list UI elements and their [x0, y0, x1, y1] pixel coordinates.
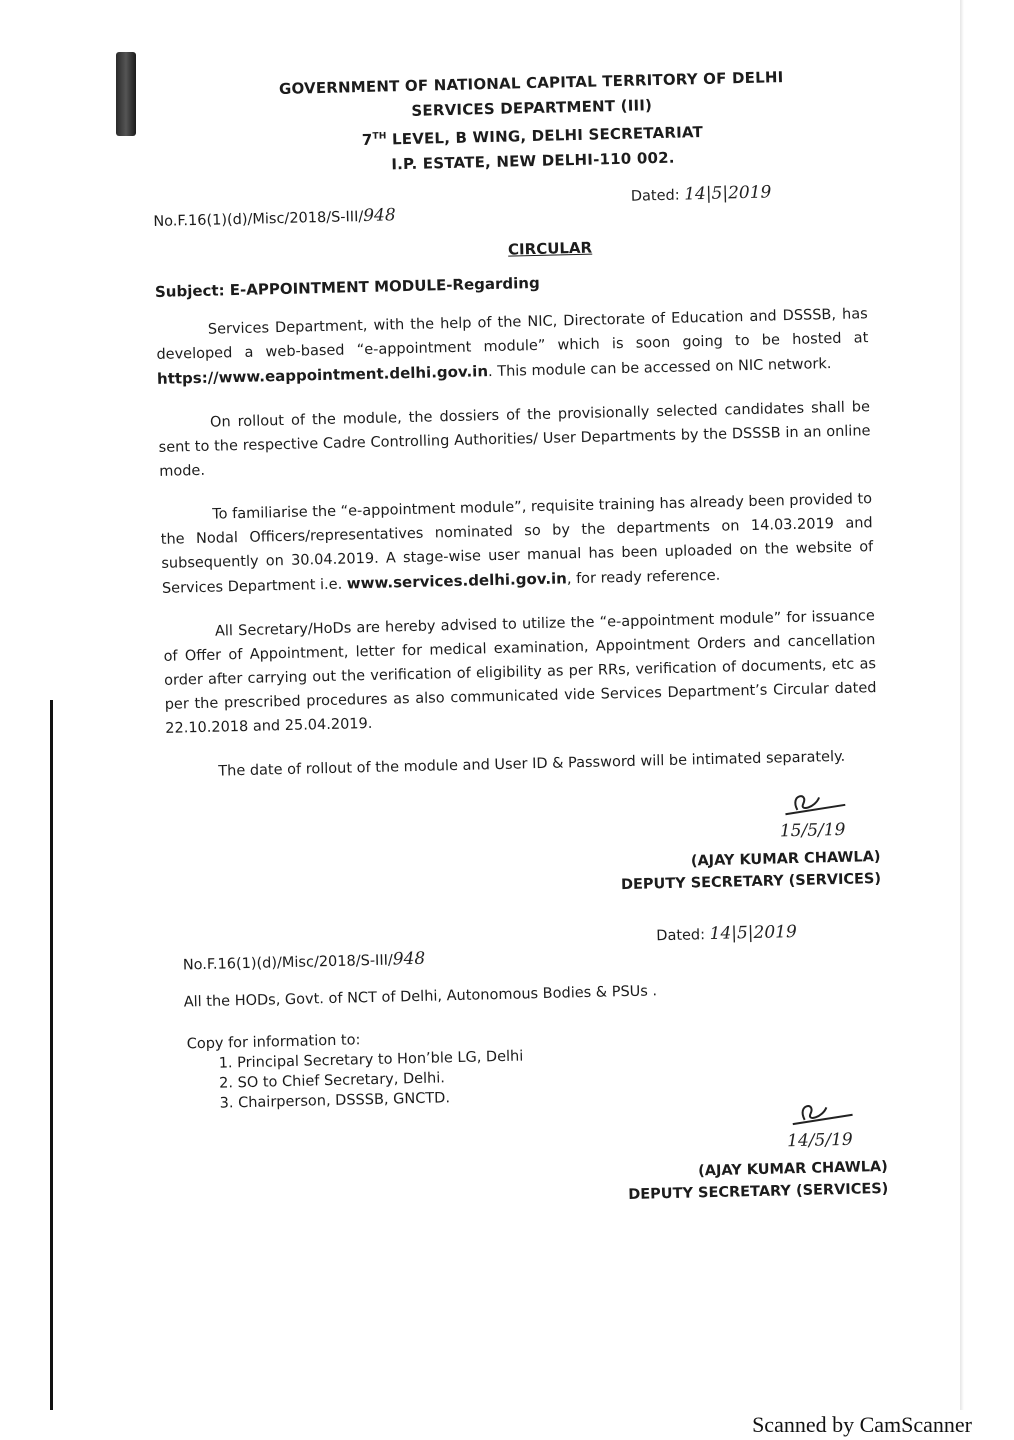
signature-date: 15/5/19 — [779, 819, 846, 842]
addressee-line: All the HODs, Govt. of NCT of Delhi, Autonomous Bodies & PSUs . — [183, 983, 658, 1011]
list-item: 3. Chairperson, DSSSB, GNCTD. — [238, 1078, 886, 1113]
letterhead-line-1: GOVERNMENT OF NATIONAL CAPITAL TERRITORY OF DELHI — [278, 68, 784, 98]
signature-block-2 — [174, 1098, 888, 1225]
signature-glyph — [779, 789, 850, 817]
level-text: LEVEL, B WING, DELHI SECRETARIAT — [386, 122, 704, 149]
signature-glyph — [786, 1099, 857, 1127]
reference-row — [153, 180, 866, 237]
handwritten-number: 948 — [363, 205, 396, 227]
signatory — [620, 846, 881, 896]
letterhead — [200, 63, 864, 182]
circular-document — [150, 63, 889, 1224]
dated-field-2 — [656, 922, 797, 945]
paragraph-4: All Secretary/HoDs are hereby advised to utilize the “e-appointment module” for issuance of Offer of Appointment, letter for medical examination, Appointment Orders and cancellation order after carrying out the verification of eligibility as per RRs, verification of documents, etc as per the prescribed procedures as also communicated vide Services Department’s Circular dated 22.10.2018 and 25.04.2019. — [163, 608, 877, 737]
copy-heading: Copy for information to: — [186, 1032, 361, 1053]
paragraph-3: To familiarise the “e-appointment module”, requisite training has already been provided to the Nodal Officers/representatives nominated so by the departments on 14.03.2019 and subsequently on 30.04.2019. A stage-wise user manual has been uploaded on the website of Services Department i.e. www.services.delhi.gov.in, for ready reference. — [160, 491, 874, 597]
handwritten-date: 14|5|2019 — [709, 922, 798, 945]
letterhead-line-4: I.P. ESTATE, NEW DELHI-110 002. — [391, 148, 675, 174]
paragraph-2: On rollout of the module, the dossiers of the provisionally selected candidates shall be sent to the respective Cadre Controlling Authorities/ User Departments by the DSSSB in an online mode. — [158, 399, 871, 480]
scan-page-edge-right — [960, 0, 964, 1410]
scanner-watermark: Scanned by CamScanner — [752, 1412, 972, 1437]
signature-scrawl — [779, 789, 850, 842]
signature-block-1 — [167, 788, 881, 915]
reference-number-2 — [183, 949, 426, 975]
dated-field — [631, 182, 772, 205]
signatory-designation: DEPUTY SECRETARY (SERVICES) — [628, 1180, 889, 1204]
handwritten-number: 948 — [392, 948, 426, 970]
reference-number — [153, 205, 396, 231]
dated-label: Dated: — [630, 187, 680, 205]
dated-label: Dated: — [656, 927, 706, 945]
list-item: 2. SO to Chief Secretary, Delhi. — [237, 1058, 885, 1093]
reference-row-2 — [170, 920, 883, 981]
paragraph-5: The date of rollout of the module and User ID & Password will be intimated separately. — [218, 748, 846, 780]
subject-line: Subject: E-APPOINTMENT MODULE-Regarding — [154, 273, 540, 301]
signature-date: 14/5/19 — [786, 1129, 853, 1152]
signatory-designation: DEPUTY SECRETARY (SERVICES) — [620, 871, 882, 894]
letterhead-line-2: SERVICES DEPARTMENT (III) — [411, 96, 653, 120]
level-number: 7 — [361, 130, 373, 150]
handwritten-date: 14|5|2019 — [683, 182, 772, 205]
binder-clip-mark — [116, 52, 136, 136]
reference-text: No.F.16(1)(d)/Misc/2018/S-III/ — [182, 952, 393, 974]
signature-scrawl — [786, 1099, 857, 1152]
signatory-name: (AJAY KUMAR CHAWLA) — [697, 1158, 889, 1180]
services-url: www.services.delhi.gov.in — [346, 569, 568, 593]
signatory-name: (AJAY KUMAR CHAWLA) — [690, 849, 881, 870]
scan-page-edge-left — [50, 700, 53, 1410]
document-title: CIRCULAR — [507, 238, 593, 259]
list-item: 1. Principal Secretary to Hon’ble LG, Delhi — [237, 1038, 885, 1073]
level-superscript: TH — [372, 131, 387, 142]
eappointment-url: https://www.eappointment.delhi.gov.in — [156, 362, 489, 388]
signatory — [628, 1156, 889, 1206]
paragraph-1: Services Department, with the help of the NIC, Directorate of Education and DSSSB, has developed a web-based “e-appointment module” which is soon going to be hosted at https://www.eappointment.delhi.gov.in. This module can be accessed on NIC network. — [156, 306, 869, 388]
reference-text: No.F.16(1)(d)/Misc/2018/S-III/ — [153, 209, 364, 230]
